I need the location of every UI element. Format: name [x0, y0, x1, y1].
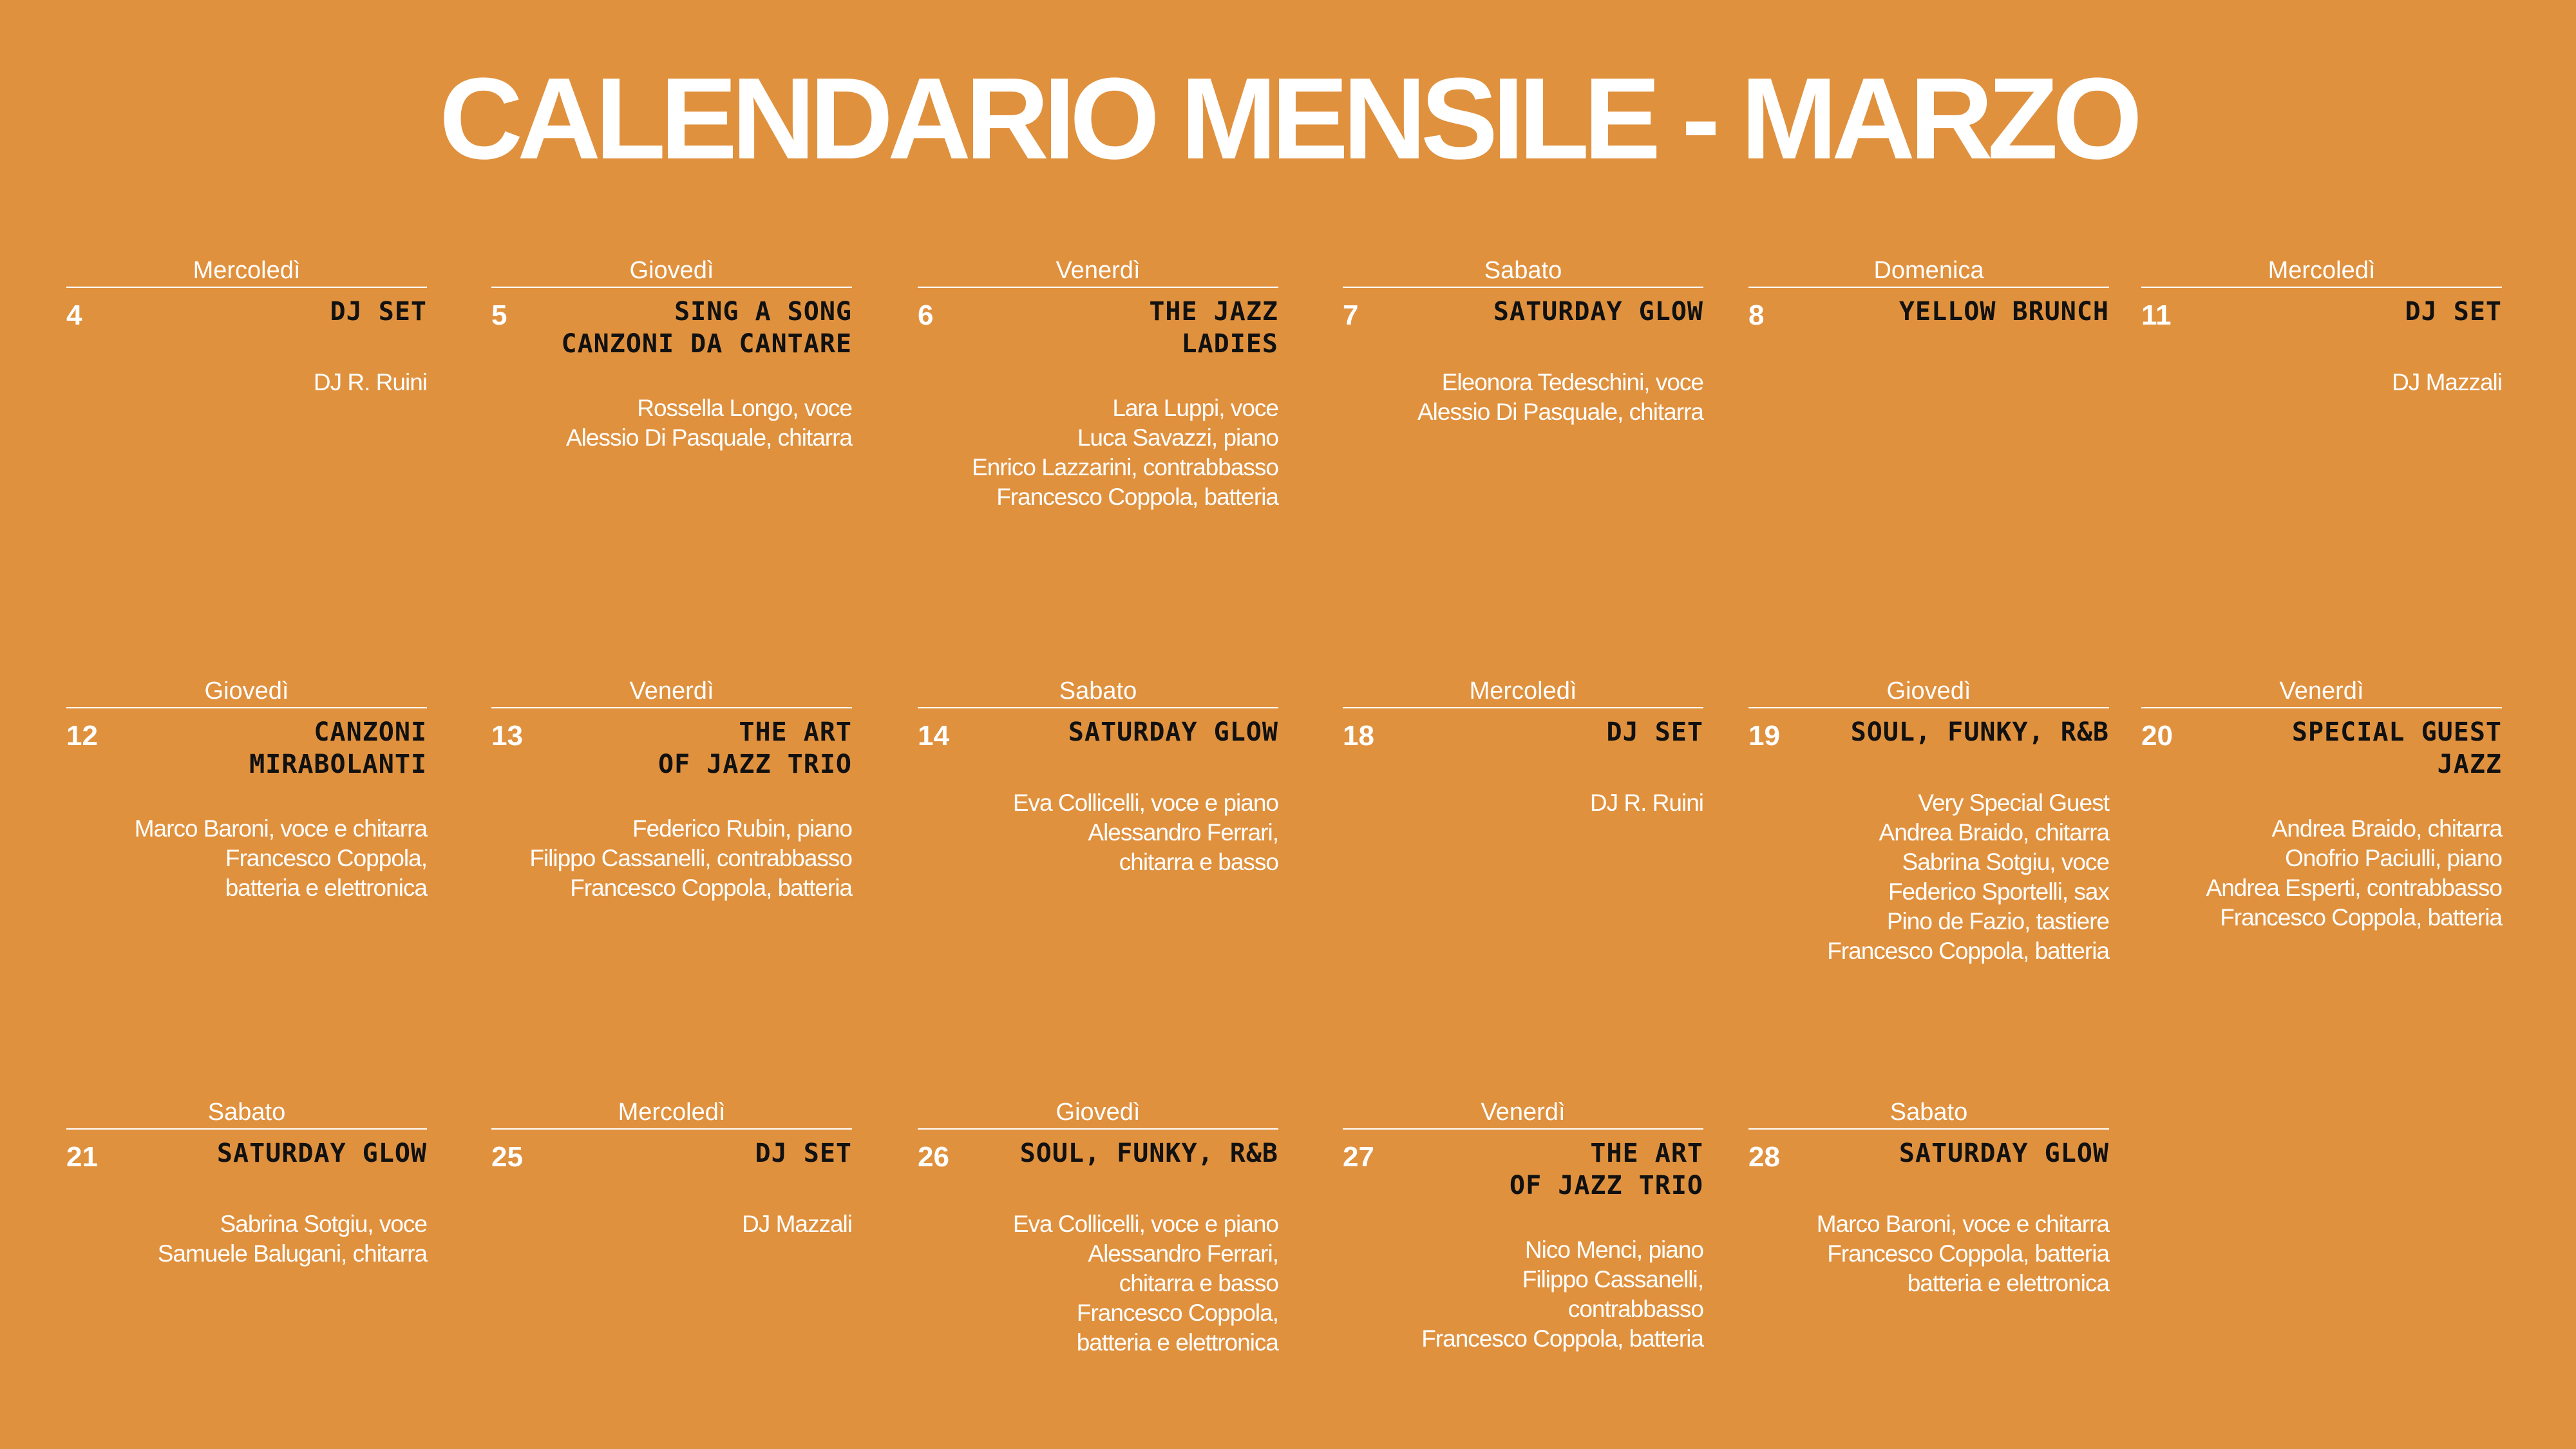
weekday-label: Mercoledì	[1343, 675, 1703, 708]
artist-list	[66, 368, 427, 397]
artist-line: DJ R. Ruini	[313, 369, 427, 395]
artist-line: Francesco Coppola, batteria	[1421, 1325, 1703, 1352]
event-title-line: SATURDAY GLOW	[1068, 717, 1278, 747]
weekday-label: Giovedì	[491, 254, 852, 288]
artist-list	[1343, 788, 1703, 818]
day-card	[1748, 675, 2109, 966]
event-title-line: SATURDAY GLOW	[216, 1139, 427, 1168]
weekday-label: Venerdì	[1343, 1096, 1703, 1130]
event-title	[2193, 296, 2502, 328]
event-title-line: CANZONI	[314, 717, 427, 747]
artist-line: Francesco Coppola,	[225, 845, 427, 871]
event-title	[118, 1137, 427, 1170]
artist-list	[66, 1209, 427, 1269]
day-card	[1748, 254, 2109, 368]
event-header	[66, 296, 427, 334]
artist-line: Marco Baroni, voce e chitarra	[134, 815, 427, 842]
event-title	[1800, 296, 2109, 328]
weekday-label: Sabato	[918, 675, 1278, 708]
weekday-label: Venerdì	[491, 675, 852, 708]
artist-line: Enrico Lazzarini, contrabbasso	[972, 454, 1278, 480]
event-header	[66, 716, 427, 781]
event-title-line: CANZONI DA CANTARE	[561, 329, 852, 359]
day-card	[491, 675, 852, 903]
artist-line: Samuele Balugani, chitarra	[157, 1240, 427, 1267]
artist-list	[66, 814, 427, 903]
event-title	[1394, 296, 1703, 328]
event-header	[491, 1137, 852, 1176]
day-number: 28	[1748, 1141, 1780, 1173]
artist-line: Alessandro Ferrari,	[1088, 819, 1278, 846]
event-title	[969, 1137, 1278, 1170]
event-title	[118, 296, 427, 328]
artist-line: Very Special Guest	[1918, 790, 2109, 816]
event-header	[491, 716, 852, 781]
day-number: 19	[1748, 720, 1780, 752]
weekday-label: Mercoledì	[491, 1096, 852, 1130]
event-title	[543, 1137, 852, 1170]
event-title-line: OF JAZZ TRIO	[658, 750, 852, 779]
event-title-line: THE ART	[739, 717, 852, 747]
weekday-label: Venerdì	[918, 254, 1278, 288]
event-header	[1748, 1137, 2109, 1176]
event-title-line: DJ SET	[755, 1139, 852, 1168]
artist-line: contrabbasso	[1567, 1296, 1703, 1322]
day-card	[1343, 254, 1703, 427]
artist-list	[491, 393, 852, 453]
event-title-line: MIRABOLANTI	[249, 750, 427, 779]
event-title-line: SATURDAY GLOW	[1899, 1139, 2109, 1168]
artist-line: Francesco Coppola,	[1076, 1300, 1278, 1326]
artist-line: Eleonora Tedeschini, voce	[1441, 369, 1703, 395]
day-card	[491, 254, 852, 453]
day-number: 12	[66, 720, 98, 752]
event-header	[66, 1137, 427, 1176]
event-title-line: THE ART	[1590, 1139, 1703, 1168]
artist-list	[491, 814, 852, 903]
event-title	[969, 296, 1278, 360]
event-title	[543, 716, 852, 781]
artist-line: Luca Savazzi, piano	[1077, 424, 1278, 451]
day-number: 13	[491, 720, 523, 752]
weekday-label: Mercoledì	[2141, 254, 2502, 288]
event-header	[918, 296, 1278, 360]
event-title	[543, 296, 852, 360]
event-header	[1343, 1137, 1703, 1202]
artist-line: Andrea Esperti, contrabbasso	[2206, 875, 2502, 901]
day-number: 8	[1748, 299, 1765, 331]
event-title-line: DJ SET	[330, 297, 427, 327]
weekday-label: Domenica	[1748, 254, 2109, 288]
event-title-line: SATURDAY GLOW	[1493, 297, 1703, 327]
day-card	[1343, 1096, 1703, 1354]
artist-line: Marco Baroni, voce e chitarra	[1816, 1211, 2109, 1237]
artist-line: Eva Collicelli, voce e piano	[1012, 790, 1278, 816]
artist-list	[1343, 1235, 1703, 1354]
event-title-line: DJ SET	[2405, 297, 2502, 327]
artist-line: batteria e elettronica	[225, 875, 427, 901]
event-title-line: SPECIAL GUEST	[2291, 717, 2502, 747]
day-card	[66, 1096, 427, 1269]
artist-line: DJ R. Ruini	[1589, 790, 1703, 816]
event-header	[918, 716, 1278, 755]
day-number: 20	[2141, 720, 2173, 752]
artist-line: batteria e elettronica	[1907, 1270, 2109, 1296]
event-header	[491, 296, 852, 360]
event-header	[1748, 716, 2109, 755]
event-header	[1343, 296, 1703, 334]
event-header	[1343, 716, 1703, 755]
day-card	[918, 675, 1278, 877]
day-number: 5	[491, 299, 507, 331]
artist-line: chitarra e basso	[1119, 849, 1278, 875]
weekday-label: Mercoledì	[66, 254, 427, 288]
artist-line: Rossella Longo, voce	[637, 395, 852, 421]
event-header	[2141, 296, 2502, 334]
day-card	[491, 1096, 852, 1239]
artist-line: Pino de Fazio, tastiere	[1886, 908, 2109, 934]
day-number: 27	[1343, 1141, 1374, 1173]
event-title-line: SOUL, FUNKY, R&B	[1850, 717, 2109, 747]
weekday-label: Sabato	[1748, 1096, 2109, 1130]
artist-list	[2141, 368, 2502, 397]
weekday-label: Sabato	[1343, 254, 1703, 288]
day-number: 6	[918, 299, 934, 331]
artist-line: Alessio Di Pasquale, chitarra	[566, 424, 852, 451]
artist-line: Federico Sportelli, sax	[1888, 878, 2109, 905]
artist-line: Alessandro Ferrari,	[1088, 1240, 1278, 1267]
day-card	[918, 254, 1278, 512]
event-title	[2193, 716, 2502, 781]
event-header	[918, 1137, 1278, 1176]
day-card	[2141, 675, 2502, 933]
event-title-line: LADIES	[1181, 329, 1278, 359]
artist-line: Eva Collicelli, voce e piano	[1012, 1211, 1278, 1237]
event-header	[1748, 296, 2109, 334]
artist-line: Sabrina Sotgiu, voce	[220, 1211, 427, 1237]
day-card	[1748, 1096, 2109, 1298]
day-card	[2141, 254, 2502, 397]
day-card	[66, 675, 427, 903]
event-title	[1800, 716, 2109, 748]
artist-list	[1748, 1209, 2109, 1298]
artist-list	[491, 1209, 852, 1239]
artist-list	[2141, 814, 2502, 933]
artist-line: Andrea Braido, chitarra	[1879, 819, 2109, 846]
day-number: 26	[918, 1141, 949, 1173]
artist-line: DJ Mazzali	[742, 1211, 852, 1237]
artist-line: Federico Rubin, piano	[632, 815, 852, 842]
artist-line: Francesco Coppola, batteria	[2220, 904, 2502, 931]
artist-line: Filippo Cassanelli,	[1522, 1266, 1703, 1293]
artist-line: batteria e elettronica	[1076, 1329, 1278, 1356]
artist-list	[918, 393, 1278, 512]
day-number: 25	[491, 1141, 523, 1173]
artist-line: DJ Mazzali	[2392, 369, 2502, 395]
weekday-label: Giovedì	[66, 675, 427, 708]
artist-list	[1748, 788, 2109, 966]
weekday-label: Sabato	[66, 1096, 427, 1130]
day-number: 18	[1343, 720, 1374, 752]
artist-list	[918, 1209, 1278, 1358]
artist-line: Filippo Cassanelli, contrabbasso	[529, 845, 852, 871]
event-header	[2141, 716, 2502, 781]
event-title	[1800, 1137, 2109, 1170]
artist-line: Francesco Coppola, batteria	[1827, 938, 2109, 964]
day-number: 21	[66, 1141, 98, 1173]
weekday-label: Giovedì	[918, 1096, 1278, 1130]
event-title-line: JAZZ	[2437, 750, 2502, 779]
artist-line: Lara Luppi, voce	[1112, 395, 1278, 421]
weekday-label: Giovedì	[1748, 675, 2109, 708]
artist-list	[1343, 368, 1703, 427]
event-title-line: DJ SET	[1606, 717, 1703, 747]
artist-line: Andrea Braido, chitarra	[2271, 815, 2502, 842]
weekday-label: Venerdì	[2141, 675, 2502, 708]
event-title	[1394, 1137, 1703, 1202]
page-title: CALENDARIO MENSILE - MARZO	[439, 54, 2137, 184]
event-title	[1394, 716, 1703, 748]
artist-line: Francesco Coppola, batteria	[996, 484, 1278, 510]
day-card	[918, 1096, 1278, 1358]
day-number: 11	[2141, 299, 2172, 331]
event-title	[969, 716, 1278, 748]
artist-line: Sabrina Sotgiu, voce	[1902, 849, 2109, 875]
event-title-line: SING A SONG	[674, 297, 852, 327]
artist-line: Francesco Coppola, batteria	[570, 875, 852, 901]
day-number: 4	[66, 299, 82, 331]
day-card	[66, 254, 427, 397]
day-number: 7	[1343, 299, 1359, 331]
event-title-line: THE JAZZ	[1149, 297, 1278, 327]
event-title-line: SOUL, FUNKY, R&B	[1019, 1139, 1278, 1168]
artist-line: Alessio Di Pasquale, chitarra	[1417, 399, 1703, 425]
event-title-line: YELLOW BRUNCH	[1899, 297, 2109, 327]
artist-line: Nico Menci, piano	[1524, 1236, 1703, 1263]
artist-line: Francesco Coppola, batteria	[1827, 1240, 2109, 1267]
artist-line: Onofrio Paciulli, piano	[2285, 845, 2502, 871]
day-number: 14	[918, 720, 949, 752]
artist-list	[918, 788, 1278, 877]
event-title	[118, 716, 427, 781]
artist-line: chitarra e basso	[1119, 1270, 1278, 1296]
day-card	[1343, 675, 1703, 818]
event-title-line: OF JAZZ TRIO	[1510, 1171, 1703, 1200]
